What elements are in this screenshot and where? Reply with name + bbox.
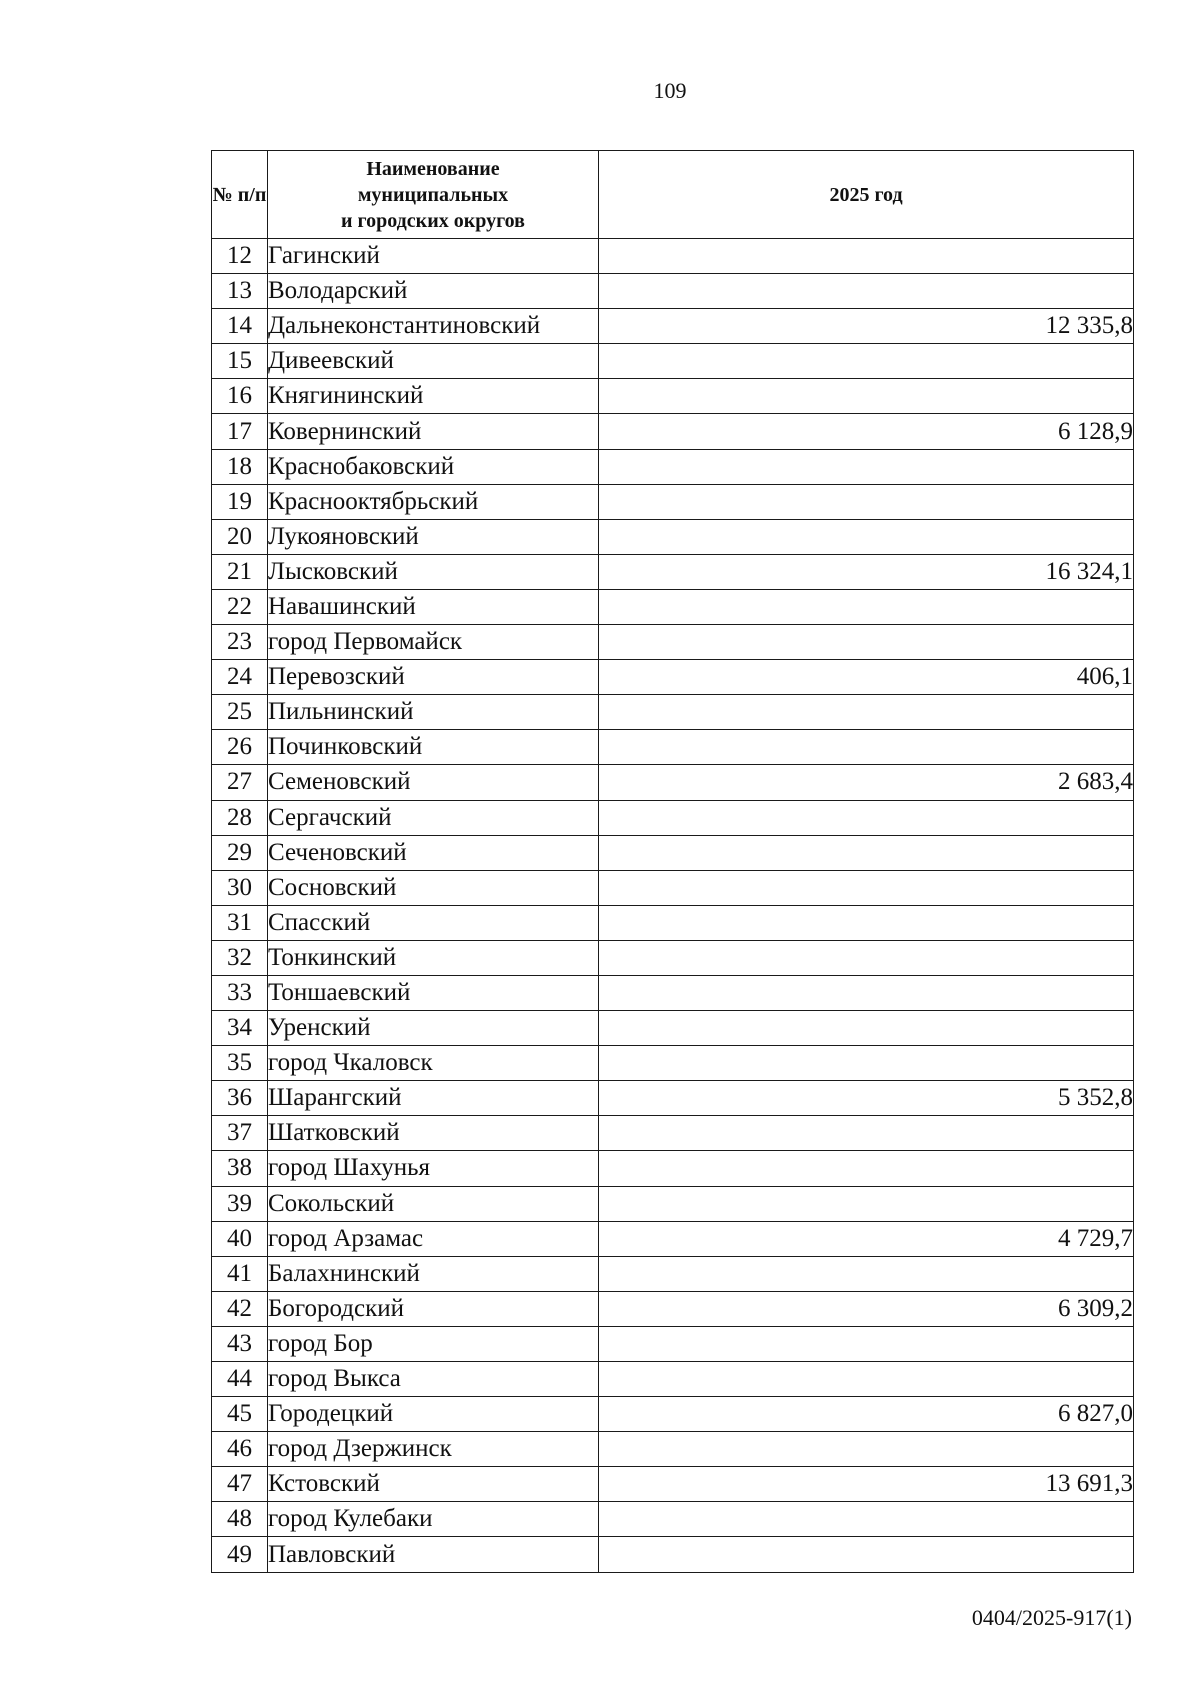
row-value xyxy=(599,625,1134,660)
table-row xyxy=(212,309,1134,344)
row-number: 23 xyxy=(212,625,268,660)
row-name: город Дзержинск xyxy=(268,1432,599,1467)
table-row xyxy=(212,449,1134,484)
row-value: 6 827,0 xyxy=(599,1397,1134,1432)
table-row xyxy=(212,870,1134,905)
row-name: Ковернинский xyxy=(268,414,599,449)
row-value xyxy=(599,975,1134,1010)
row-number: 21 xyxy=(212,554,268,589)
row-name: Тоншаевский xyxy=(268,975,599,1010)
row-name: Сосновский xyxy=(268,870,599,905)
table-row xyxy=(212,1502,1134,1537)
table-row xyxy=(212,730,1134,765)
row-number: 49 xyxy=(212,1537,268,1572)
row-value: 4 729,7 xyxy=(599,1221,1134,1256)
table-row xyxy=(212,1326,1134,1361)
row-value xyxy=(599,274,1134,309)
row-number: 27 xyxy=(212,765,268,800)
row-name: Шатковский xyxy=(268,1116,599,1151)
table-row xyxy=(212,379,1134,414)
row-number: 33 xyxy=(212,975,268,1010)
row-name: Тонкинский xyxy=(268,940,599,975)
table-row xyxy=(212,1151,1134,1186)
row-value xyxy=(599,589,1134,624)
row-name: Шарангский xyxy=(268,1081,599,1116)
row-name: город Кулебаки xyxy=(268,1502,599,1537)
row-value xyxy=(599,1537,1134,1572)
row-name: Володарский xyxy=(268,274,599,309)
table-row xyxy=(212,1256,1134,1291)
table-header-row xyxy=(212,151,1134,239)
document-code: 0404/2025-917(1) xyxy=(971,1605,1132,1630)
row-value xyxy=(599,379,1134,414)
row-number: 29 xyxy=(212,835,268,870)
row-name: Городецкий xyxy=(268,1397,599,1432)
row-name: Гагинский xyxy=(268,239,599,274)
row-value xyxy=(599,484,1134,519)
table-row xyxy=(212,519,1134,554)
row-name: город Чкаловск xyxy=(268,1046,599,1081)
row-name: Дивеевский xyxy=(268,344,599,379)
row-number: 43 xyxy=(212,1326,268,1361)
row-number: 26 xyxy=(212,730,268,765)
table-row xyxy=(212,1011,1134,1046)
row-name: Спасский xyxy=(268,905,599,940)
row-name: Уренский xyxy=(268,1011,599,1046)
row-name: город Выкса xyxy=(268,1362,599,1397)
row-name: Сеченовский xyxy=(268,835,599,870)
row-number: 31 xyxy=(212,905,268,940)
row-value xyxy=(599,239,1134,274)
table-row xyxy=(212,905,1134,940)
municipal-table xyxy=(211,150,1134,1573)
row-name: город Шахунья xyxy=(268,1151,599,1186)
row-number: 35 xyxy=(212,1046,268,1081)
row-number: 37 xyxy=(212,1116,268,1151)
table-row xyxy=(212,1397,1134,1432)
row-number: 42 xyxy=(212,1291,268,1326)
row-number: 28 xyxy=(212,800,268,835)
header-number: № п/п xyxy=(212,151,268,239)
row-value xyxy=(599,800,1134,835)
row-name: Балахнинский xyxy=(268,1256,599,1291)
row-value xyxy=(599,1046,1134,1081)
row-number: 46 xyxy=(212,1432,268,1467)
table-row xyxy=(212,414,1134,449)
row-value xyxy=(599,870,1134,905)
row-value xyxy=(599,1116,1134,1151)
table-row xyxy=(212,589,1134,624)
row-name: Починковский xyxy=(268,730,599,765)
table-row xyxy=(212,344,1134,379)
row-number: 45 xyxy=(212,1397,268,1432)
row-number: 30 xyxy=(212,870,268,905)
row-number: 39 xyxy=(212,1186,268,1221)
table-row xyxy=(212,1046,1134,1081)
row-number: 13 xyxy=(212,274,268,309)
table-row xyxy=(212,1186,1134,1221)
row-number: 20 xyxy=(212,519,268,554)
row-value xyxy=(599,1186,1134,1221)
table-row xyxy=(212,625,1134,660)
row-value xyxy=(599,1432,1134,1467)
table-row xyxy=(212,1291,1134,1326)
row-value: 406,1 xyxy=(599,660,1134,695)
row-value xyxy=(599,1326,1134,1361)
row-value: 16 324,1 xyxy=(599,554,1134,589)
row-name: Кстовский xyxy=(268,1467,599,1502)
row-value xyxy=(599,449,1134,484)
row-name: Дальнеконстантиновский xyxy=(268,309,599,344)
row-number: 24 xyxy=(212,660,268,695)
row-number: 40 xyxy=(212,1221,268,1256)
row-number: 32 xyxy=(212,940,268,975)
table-row xyxy=(212,1537,1134,1572)
row-number: 36 xyxy=(212,1081,268,1116)
row-value xyxy=(599,905,1134,940)
table-row xyxy=(212,765,1134,800)
row-value xyxy=(599,519,1134,554)
row-number: 18 xyxy=(212,449,268,484)
row-name: Сергачский xyxy=(268,800,599,835)
header-name xyxy=(268,151,599,239)
table-body xyxy=(212,239,1134,1573)
row-number: 25 xyxy=(212,695,268,730)
row-name: Семеновский xyxy=(268,765,599,800)
table-row xyxy=(212,1362,1134,1397)
row-number: 15 xyxy=(212,344,268,379)
table-row xyxy=(212,975,1134,1010)
row-value xyxy=(599,730,1134,765)
row-value: 5 352,8 xyxy=(599,1081,1134,1116)
row-name: город Бор xyxy=(268,1326,599,1361)
row-name: Краснобаковский xyxy=(268,449,599,484)
row-number: 14 xyxy=(212,309,268,344)
row-name: город Арзамас xyxy=(268,1221,599,1256)
row-number: 44 xyxy=(212,1362,268,1397)
row-number: 41 xyxy=(212,1256,268,1291)
row-number: 34 xyxy=(212,1011,268,1046)
row-name: Павловский xyxy=(268,1537,599,1572)
row-value: 12 335,8 xyxy=(599,309,1134,344)
row-value xyxy=(599,1011,1134,1046)
header-name-line: и городских округов xyxy=(341,209,525,232)
row-number: 16 xyxy=(212,379,268,414)
row-number: 38 xyxy=(212,1151,268,1186)
row-name: Краснооктябрьский xyxy=(268,484,599,519)
row-value xyxy=(599,1151,1134,1186)
table-row xyxy=(212,239,1134,274)
table-row xyxy=(212,800,1134,835)
table-row xyxy=(212,1432,1134,1467)
row-name: Пильнинский xyxy=(268,695,599,730)
row-value: 2 683,4 xyxy=(599,765,1134,800)
row-name: Сокольский xyxy=(268,1186,599,1221)
row-value xyxy=(599,1362,1134,1397)
row-name: Богородский xyxy=(268,1291,599,1326)
row-value: 6 309,2 xyxy=(599,1291,1134,1326)
row-value: 13 691,3 xyxy=(599,1467,1134,1502)
table-row xyxy=(212,484,1134,519)
header-name-line: Наименование xyxy=(366,157,500,180)
row-number: 47 xyxy=(212,1467,268,1502)
row-value xyxy=(599,344,1134,379)
table-row xyxy=(212,1221,1134,1256)
row-name: Княгининский xyxy=(268,379,599,414)
table-row xyxy=(212,835,1134,870)
table-row xyxy=(212,274,1134,309)
row-value xyxy=(599,1256,1134,1291)
row-name: Лысковский xyxy=(268,554,599,589)
page-number: 109 xyxy=(653,78,687,103)
row-value xyxy=(599,1502,1134,1537)
row-name: Лукояновский xyxy=(268,519,599,554)
row-value: 6 128,9 xyxy=(599,414,1134,449)
table-row xyxy=(212,554,1134,589)
row-name: город Первомайск xyxy=(268,625,599,660)
header-name-line: муниципальных xyxy=(357,183,509,206)
table-row xyxy=(212,940,1134,975)
row-number: 12 xyxy=(212,239,268,274)
row-value xyxy=(599,695,1134,730)
table-row xyxy=(212,1116,1134,1151)
row-name: Перевозский xyxy=(268,660,599,695)
header-year: 2025 год xyxy=(599,151,1134,239)
row-number: 48 xyxy=(212,1502,268,1537)
table-row xyxy=(212,695,1134,730)
row-value xyxy=(599,940,1134,975)
row-value xyxy=(599,835,1134,870)
row-number: 17 xyxy=(212,414,268,449)
row-name: Навашинский xyxy=(268,589,599,624)
row-number: 22 xyxy=(212,589,268,624)
table-row xyxy=(212,1081,1134,1116)
table-row xyxy=(212,660,1134,695)
table-row xyxy=(212,1467,1134,1502)
row-number: 19 xyxy=(212,484,268,519)
